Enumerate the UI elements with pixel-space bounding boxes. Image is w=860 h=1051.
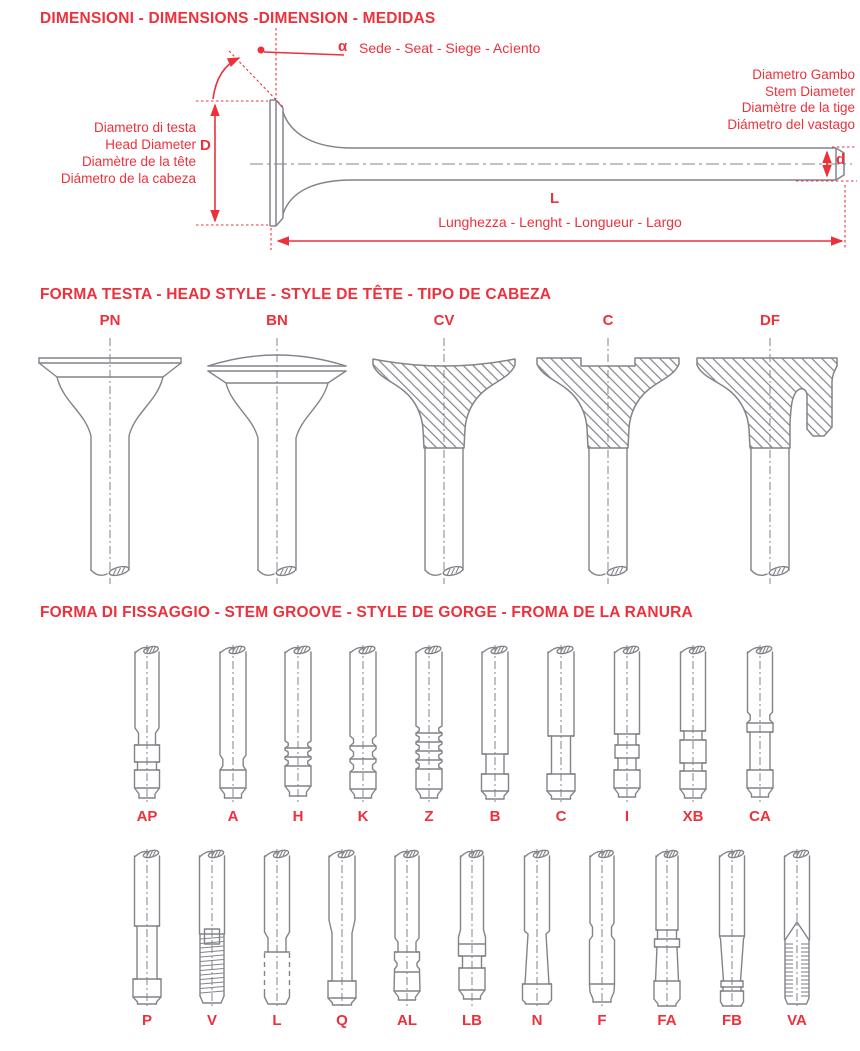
head-style-drawing-PN [25,332,195,588]
stem-groove-figure-C [525,642,597,826]
head-style-drawing-CV [359,332,529,588]
length-label: Lunghezza - Lenght - Longueur - Largo [438,214,682,230]
stem-diameter-line-2: Stem Diameter [764,83,855,99]
stem-groove-label-LB: LB [462,1012,482,1029]
stem-groove-figure-A [197,642,269,826]
stem-groove-drawing-CA [724,642,796,806]
head-style-figure-C [523,312,693,588]
head-style-drawing-BN [192,332,362,588]
length-symbol: L [550,190,560,207]
seat-label: Sede - Seat - Siege - Acìento [359,40,541,56]
head-diameter-line-2: Head Diameter [105,137,196,152]
stem-groove-drawing-AL [371,846,443,1010]
stem-groove-label-A: A [227,808,239,825]
stem-groove-label-I: I [624,808,630,825]
stem-diameter-line-3: Diamètre de la tige [741,100,855,115]
stem-groove-figure-XB [657,642,729,826]
stem-groove-drawing-F [566,846,638,1010]
stem-groove-label-P: P [141,1012,152,1029]
stem-groove-drawing-H [262,642,334,806]
stem-groove-drawing-Q [306,846,378,1010]
stem-groove-figure-V [176,846,248,1030]
stem-groove-drawing-Z [393,642,465,806]
head-style-drawing-C [523,332,693,588]
stem-groove-drawing-A [197,642,269,806]
stem-groove-figure-P [111,846,183,1030]
stem-groove-drawing-AP [111,642,183,806]
stem-groove-label-H: H [292,808,304,825]
stem-groove-figure-AL [371,846,443,1030]
stem-groove-drawing-VA [761,846,833,1010]
head-style-label-C: C [602,312,614,329]
stem-groove-label-Z: Z [424,808,434,825]
stem-groove-drawing-C [525,642,597,806]
stem-groove-label-B: B [489,808,501,825]
stem-groove-label-FB: FB [722,1012,742,1029]
stem-groove-figure-N [501,846,573,1030]
stem-groove-drawing-L [241,846,313,1010]
stem-groove-figure-LB [436,846,508,1030]
stem-groove-label-AL: AL [397,1012,417,1029]
dimensions-section-title: DIMENSIONI - DIMENSIONS -DIMENSION - MEDIDAS [40,10,436,27]
stem-groove-figure-CA [724,642,796,826]
stem-groove-figure-AP [111,642,183,826]
stem-groove-figure-H [262,642,334,826]
stem-groove-drawing-FA [631,846,703,1010]
head-style-section-title: FORMA TESTA - HEAD STYLE - STYLE DE TÊTE - TIPO DE CABEZA [40,286,552,303]
stem-diameter-line-1: Diametro Gambo [752,67,855,82]
stem-groove-figure-VA [761,846,833,1030]
stem-groove-label-XB: XB [682,808,704,825]
stem-groove-label-V: V [206,1012,217,1029]
stem-groove-label-CA: CA [749,808,771,825]
stem-groove-figure-FB [696,846,768,1030]
stem-groove-label-AP: AP [136,808,158,825]
stem-groove-label-F: F [597,1012,607,1029]
head-style-label-DF: DF [760,312,780,329]
stem-groove-label-FA: FA [657,1012,677,1029]
head-style-drawing-DF [685,332,855,588]
stem-diameter-symbol: d [836,151,846,168]
stem-groove-drawing-XB [657,642,729,806]
stem-groove-drawing-N [501,846,573,1010]
stem-groove-figure-Z [393,642,465,826]
stem-groove-drawing-B [459,642,531,806]
stem-groove-figure-FA [631,846,703,1030]
stem-groove-figure-F [566,846,638,1030]
stem-groove-drawing-LB [436,846,508,1010]
stem-groove-figure-K [327,642,399,826]
head-style-figure-BN [192,312,362,588]
stem-diameter-line-4: Diámetro del vastago [727,116,855,132]
angle-alpha-symbol: α [338,38,348,55]
stem-groove-label-C: C [555,808,567,825]
stem-groove-drawing-I [591,642,663,806]
head-style-label-PN: PN [99,312,121,329]
head-diameter-symbol: D [200,137,211,154]
stem-groove-figure-I [591,642,663,826]
head-style-figure-DF [685,312,855,588]
stem-groove-section-title: FORMA DI FISSAGGIO - STEM GROOVE - STYLE DE GORGE - FROMA DE LA RANURA [40,604,693,621]
head-style-figure-PN [25,312,195,588]
stem-groove-figure-L [241,846,313,1030]
stem-groove-label-N: N [531,1012,543,1029]
stem-groove-figure-B [459,642,531,826]
stem-groove-drawing-V [176,846,248,1010]
stem-groove-label-L: L [272,1012,282,1029]
stem-diameter-label-block [645,67,855,133]
head-style-label-BN: BN [266,312,288,329]
head-diameter-line-1: Diametro di testa [93,120,196,135]
head-diameter-line-3: Diamètre de la tête [81,154,196,169]
head-diameter-label-block [30,119,196,187]
stem-groove-drawing-K [327,642,399,806]
stem-groove-label-Q: Q [336,1012,348,1029]
head-style-label-CV: CV [433,312,455,329]
stem-groove-label-K: K [357,808,369,825]
head-style-figure-CV [359,312,529,588]
head-diameter-line-4: Diámetro de la cabeza [60,171,196,186]
stem-groove-drawing-P [111,846,183,1010]
stem-groove-drawing-FB [696,846,768,1010]
stem-groove-figure-Q [306,846,378,1030]
stem-groove-label-VA: VA [787,1012,807,1029]
